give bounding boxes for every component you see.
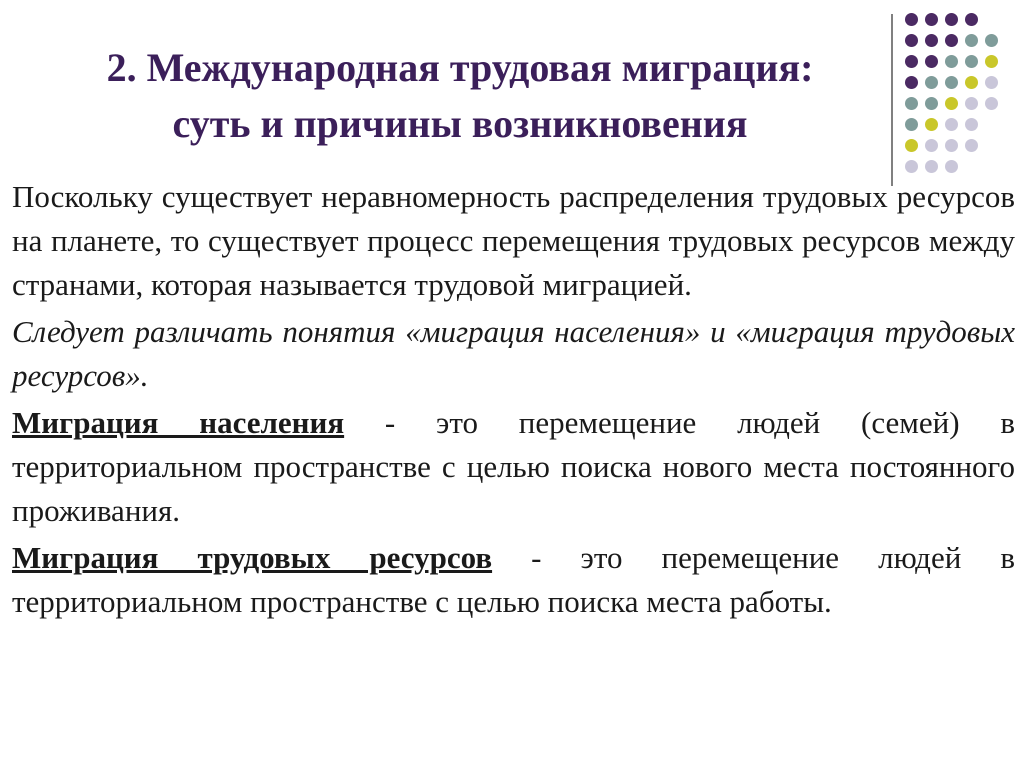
paragraph-intro: Поскольку существует неравномерность распределения трудовых ресурсов на планете, то существует процесс перемещения трудовых ресурсов между странами, которая называется трудовой миграцией. bbox=[12, 179, 1015, 302]
decorative-dot bbox=[905, 97, 918, 110]
decorative-dot bbox=[925, 34, 938, 47]
decorative-dot bbox=[905, 118, 918, 131]
definition-population-migration bbox=[12, 401, 1015, 533]
definition-labor-migration-text: - это перемещение людей в территориальном пространстве с целью поиска места работы. bbox=[12, 540, 1015, 619]
decorative-dot bbox=[905, 13, 918, 26]
decorative-dot bbox=[905, 139, 918, 152]
decorative-dot bbox=[945, 76, 958, 89]
decorative-dot bbox=[965, 55, 978, 68]
decorative-dot bbox=[985, 34, 998, 47]
decorative-dot bbox=[965, 13, 978, 26]
term-population-migration: Миграция населения bbox=[12, 405, 345, 440]
decorative-dot bbox=[905, 34, 918, 47]
decorative-dot bbox=[905, 160, 918, 173]
decorative-dot bbox=[945, 139, 958, 152]
decorative-dot bbox=[945, 55, 958, 68]
slide-title-line2: суть и причины возникновения bbox=[172, 101, 748, 146]
definition-population-migration-text: - это перемещение людей (семей) в территориальном пространстве с целью поиска нового места постоянного проживания. bbox=[12, 405, 1015, 528]
decorative-dot bbox=[945, 160, 958, 173]
decorative-dot bbox=[965, 76, 978, 89]
decorative-dot bbox=[965, 118, 978, 131]
decorative-dot bbox=[905, 76, 918, 89]
decorative-dot bbox=[925, 97, 938, 110]
decorative-dot bbox=[945, 97, 958, 110]
slide-title-line1: 2. Международная трудовая миграция: bbox=[106, 45, 814, 90]
decorative-dot bbox=[965, 139, 978, 152]
term-labor-migration: Миграция трудовых ресурсов bbox=[12, 540, 493, 575]
divider-line bbox=[891, 14, 893, 186]
decorative-dot bbox=[985, 76, 998, 89]
decorative-dot bbox=[925, 76, 938, 89]
decorative-dot bbox=[945, 13, 958, 26]
decorative-dot bbox=[925, 118, 938, 131]
decorative-dot bbox=[965, 34, 978, 47]
decorative-dot-grid bbox=[905, 13, 1005, 183]
decorative-dot bbox=[905, 55, 918, 68]
definition-labor-migration bbox=[12, 536, 1015, 624]
decorative-dot bbox=[985, 97, 998, 110]
slide-body bbox=[12, 175, 1015, 627]
decorative-dot bbox=[945, 118, 958, 131]
decorative-dot bbox=[945, 34, 958, 47]
decorative-dot bbox=[965, 97, 978, 110]
decorative-dot bbox=[925, 160, 938, 173]
slide-title bbox=[20, 40, 900, 152]
decorative-dot bbox=[925, 13, 938, 26]
decorative-dot bbox=[925, 139, 938, 152]
paragraph-distinguish: Следует различать понятия «миграция населения» и «миграция трудовых ресурсов». bbox=[12, 314, 1015, 393]
decorative-dot bbox=[925, 55, 938, 68]
decorative-dot bbox=[985, 55, 998, 68]
